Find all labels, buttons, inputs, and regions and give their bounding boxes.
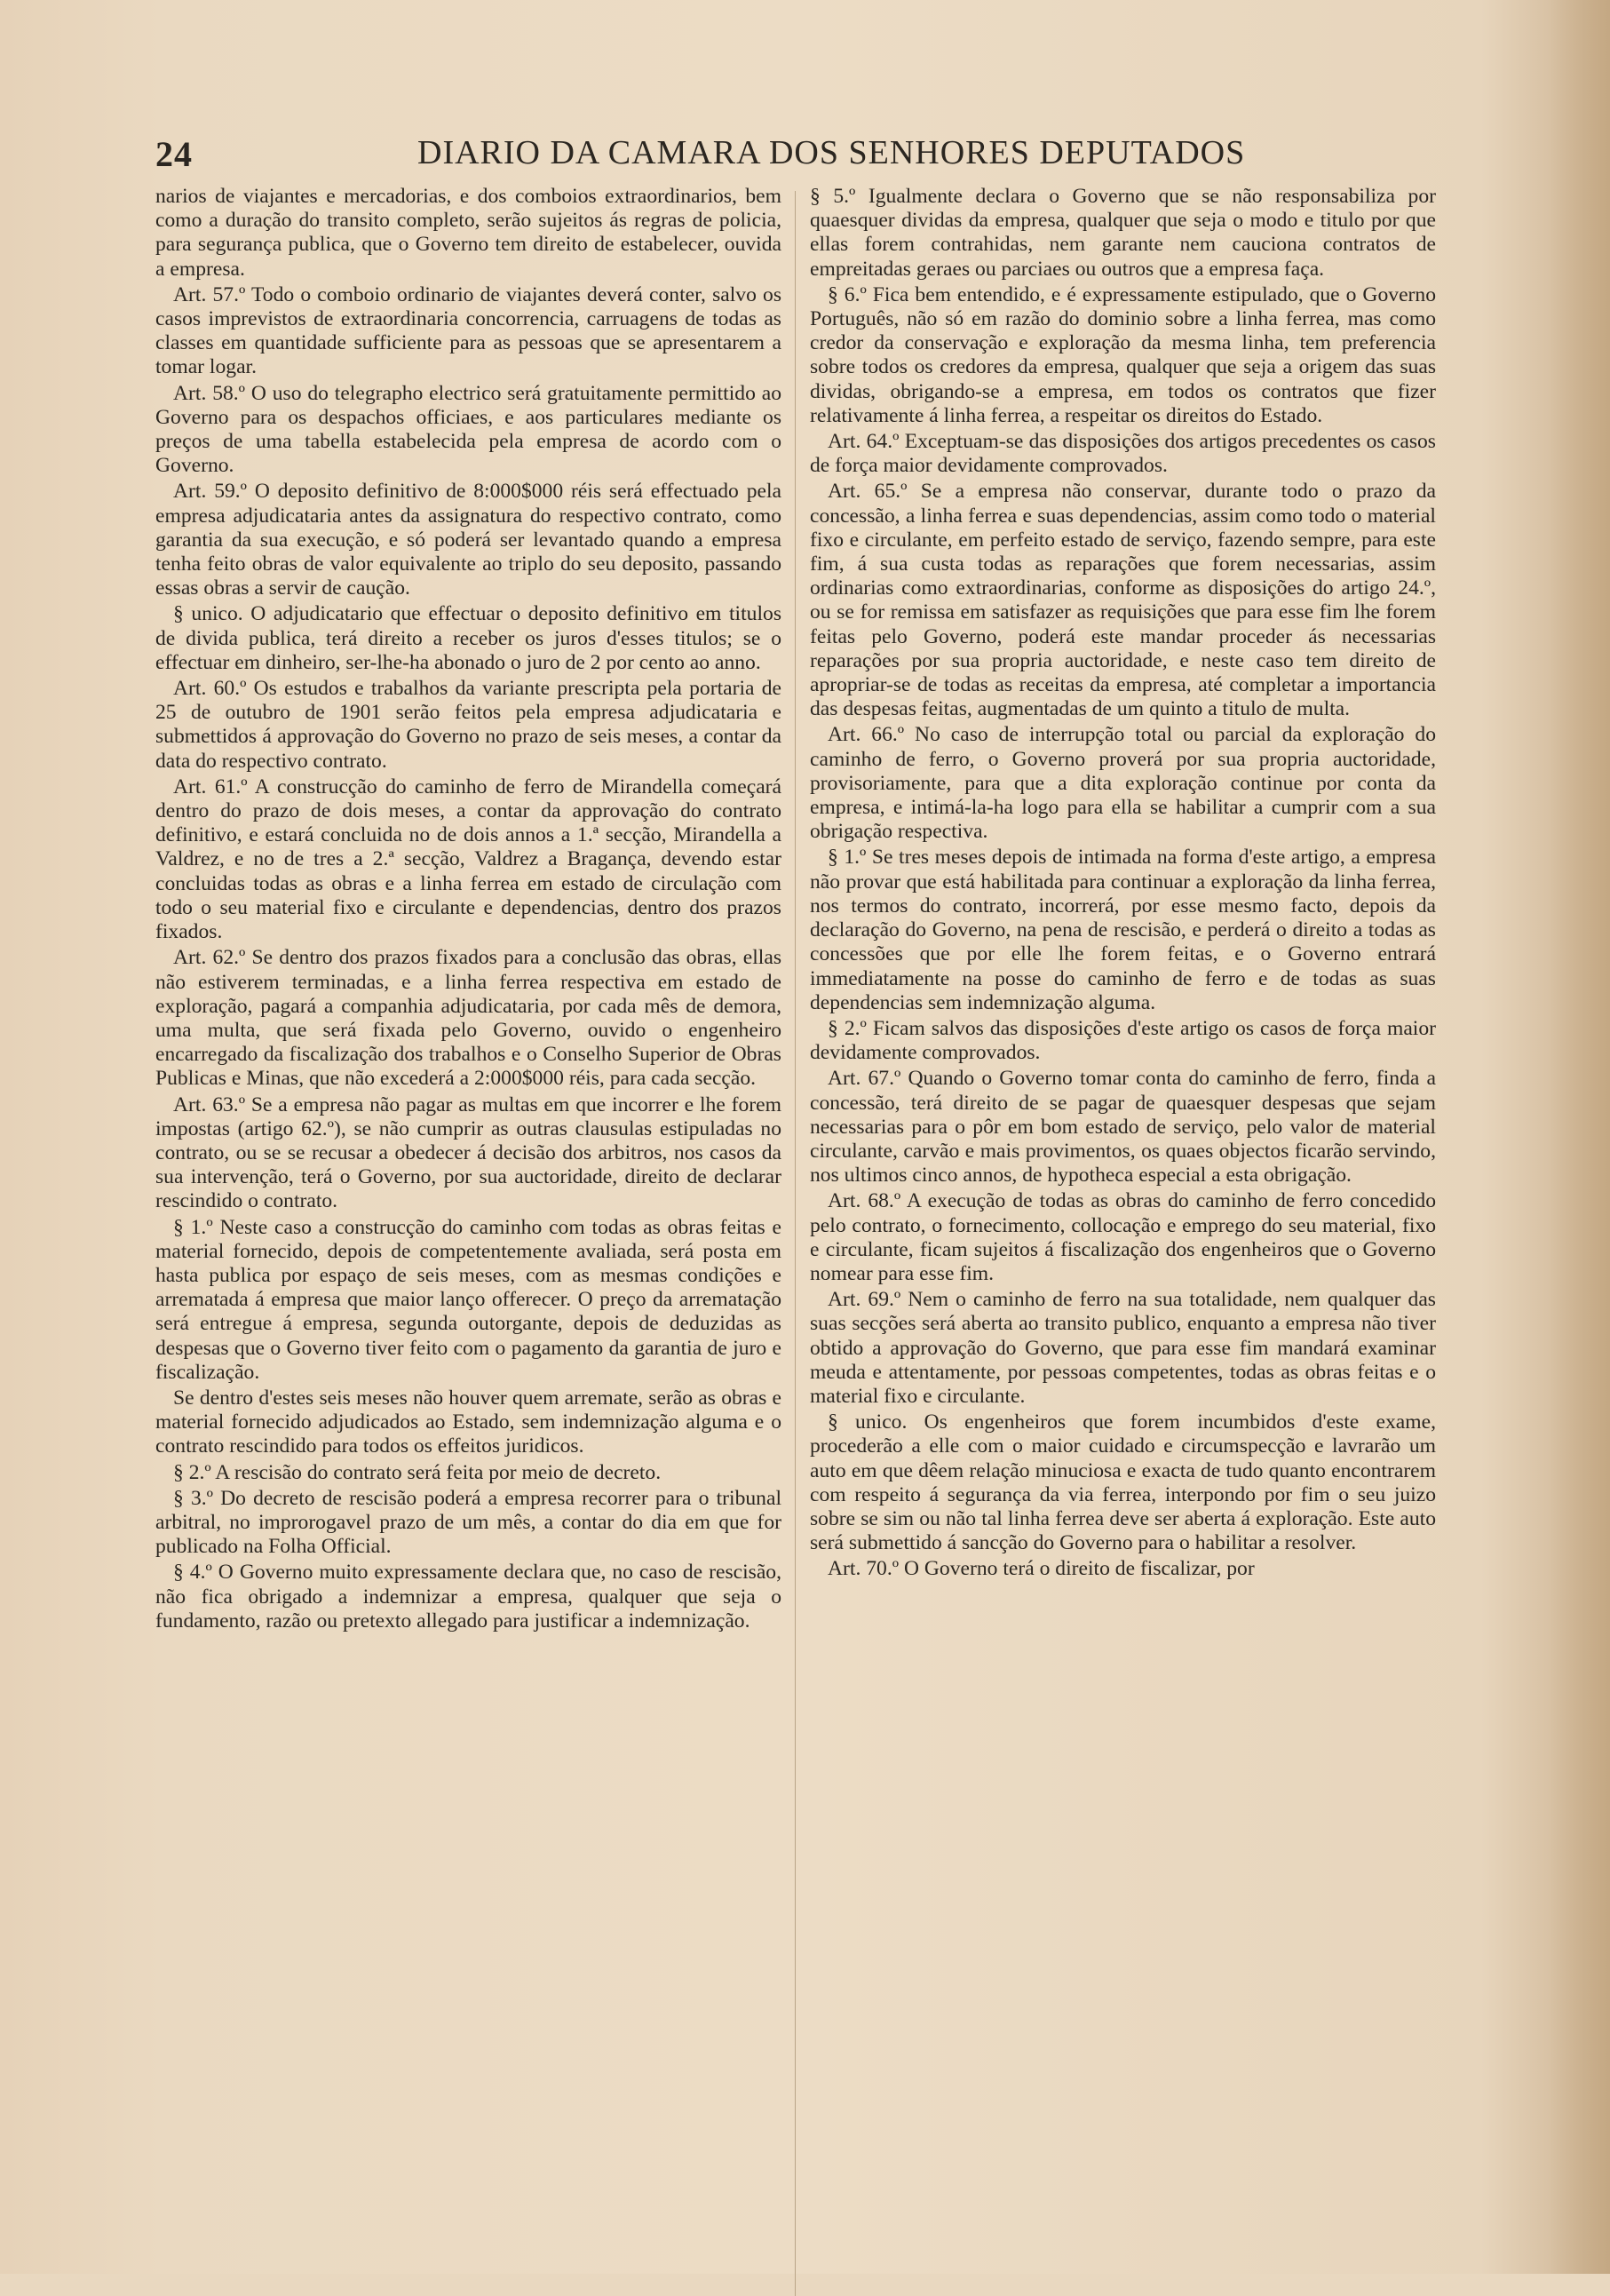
- paragraph: Art. 65.º Se a empresa não conservar, durante todo o prazo da concessão, a linha ferrea e suas dependencias, assim como todo o material fixo e circulante, em perfeito estado de serviço, fazendo sempre, para este fim, á sua custa todas as reparações que forem necessarias, assim ordinarias como extraordinarias, conforme as disposições do artigo 24.º, ou se for remissa em satisfazer as requisições que para esse fim lhe forem feitas pelo Governo, poderá este mandar proceder ás necessarias reparações por sua propria auctoridade, e neste caso tem direito de apropriar-se de todas as receitas da empresa, até completar a importancia das despesas feitas, augmentadas de um quinto a titulo de multa.: [810, 480, 1436, 721]
- paragraph: Art. 63.º Se a empresa não pagar as multas em que incorrer e lhe forem impostas (artigo 62.º), se não cumprir as outras clausulas estipuladas no contrato, ou se se recusar a obedecer á decisão dos arbitros, nos casos da sua intervenção, terá o Governo, por sua auctoridade, direito de declarar rescindido o contrato.: [155, 1092, 781, 1213]
- paragraph: Art. 61.º A construcção do caminho de ferro de Mirandella começará dentro do prazo de dois meses, a contar da approvação do contrato definitivo, e estará concluida no de dois annos a 1.ª secção, Mirandella a Valdrez, e no de tres a 2.ª secção, Valdrez a Bragança, devendo estar concluidas todas as obras e a linha ferrea em estado de circulação com todo o seu material fixo e circulante e dependencias, dentro dos prazos fixados.: [155, 775, 781, 944]
- paragraph: Art. 70.º O Governo terá o direito de fiscalizar, por: [828, 1557, 1255, 1581]
- publication-title: DIARIO DA CAMARA DOS SENHORES DEPUTADOS: [417, 134, 1246, 171]
- paragraph: § 3.º Do decreto de rescisão poderá a empresa recorrer para o tribunal arbitral, no improrogavel prazo de um mês, a contar do dia em que for publicado na Folha Official.: [155, 1486, 781, 1559]
- page-number: 24: [155, 134, 193, 174]
- paragraph: Art. 62.º Se dentro dos prazos fixados para a conclusão das obras, ellas não estiverem terminadas, e a linha ferrea respectiva em estado de exploração, pagará a companhia adjudicataria, por cada mês de demora, uma multa, que será fixada pelo Governo, ouvido o engenheiro encarregado da fiscalização dos trabalhos e o Conselho Superior de Obras Publicas e Minas, que não excederá a 2:000$000 réis, para cada secção.: [155, 946, 781, 1091]
- left-column: [155, 185, 781, 1635]
- column-divider: [795, 191, 796, 2296]
- paragraph: § unico. Os engenheiros que forem incumbidos d'este exame, procederão a elle com o maior cuidado e circumspecção e lavrarão um auto em que dêem relação minuciosa e exacta de tudo quanto encontrarem com respeito á segurança da via ferrea, interpondo por fim o seu juizo sobre se sim ou não tal linha ferrea deve ser aberta á exploração. Este auto será submettido á sancção do Governo para o habilitar a resolver.: [810, 1410, 1436, 1555]
- paragraph: Art. 69.º Nem o caminho de ferro na sua totalidade, nem qualquer das suas secções será aberta ao transito publico, enquanto a empresa não tiver obtido a approvação do Governo, que para esse fim mandará examinar meuda e attentamente, por pessoas competentes, todas as obras feitas e o material fixo e circulante.: [810, 1288, 1436, 1408]
- paragraph: Art. 64.º Exceptuam-se das disposições dos artigos precedentes os casos de força maior devidamente comprovados.: [810, 430, 1436, 478]
- paragraph: § unico. O adjudicatario que effectuar o deposito definitivo em titulos de divida publica, terá direito a receber os juros d'esses titulos; se o effectuar em dinheiro, ser-lhe-ha abonado o juro de 2 por cento ao anno.: [155, 602, 781, 674]
- paragraph: Art. 57.º Todo o comboio ordinario de viajantes deverá conter, salvo os casos imprevistos de extraordinaria concorrencia, carruagens de todas as classes em quantidade sufficiente para as pessoas que se apresentarem a tomar logar.: [155, 282, 781, 379]
- page-edge-stain: [1548, 0, 1610, 2274]
- paragraph: § 5.º Igualmente declara o Governo que se não responsabiliza por quaesquer dividas da empresa, qualquer que seja o modo e titulo por que ellas forem contrahidas, nem garante nem cauciona contratos de empreitadas geraes ou parciaes ou outros que a empresa faça.: [810, 185, 1436, 281]
- paragraph: Art. 59.º O deposito definitivo de 8:000$000 réis será effectuado pela empresa adjudicataria antes da assignatura do respectivo contrato, como garantia da sua execução, e só poderá ser levantado quando a empresa tenha feito obras de valor equivalente ao triplo do seu deposito, passando essas obras a servir de caução.: [155, 480, 781, 600]
- paragraph: § 2.º Ficam salvos das disposições d'este artigo os casos de força maior devidamente comprovados.: [810, 1016, 1436, 1065]
- paragraph: Se dentro d'estes seis meses não houver quem arremate, serão as obras e material fornecido adjudicados ao Estado, sem indemnização alguma e o contrato rescindido para todos os effeitos juridicos.: [155, 1386, 781, 1458]
- paragraph: § 1.º Neste caso a construcção do caminho com todas as obras feitas e material fornecido, depois de competentemente avaliada, será posta em hasta publica por espaço de seis meses, com as mesmas condições e arrematada á empresa que maior lanço offerecer. O preço da arrematação será entregue á empresa, segunda outorgante, depois de deduzidas as despesas que o Governo tiver feito com o pagamento da garantia de juro e fiscalização.: [155, 1215, 781, 1384]
- paragraph: Art. 68.º A execução de todas as obras do caminho de ferro concedido pelo contrato, o fornecimento, collocação e emprego do seu material, fixo e circulante, ficam sujeitos á fiscalização dos engenheiros que o Governo nomear para esse fim.: [810, 1189, 1436, 1285]
- paragraph: narios de viajantes e mercadorias, e dos comboios extraordinarios, bem como a duração do transito completo, serão sujeitos ás regras de policia, para segurança publica, que o Governo tem direito de estabelecer, ouvida a empresa.: [155, 185, 781, 281]
- page-header: [155, 133, 1452, 176]
- paragraph: § 2.º A rescisão do contrato será feita por meio de decreto.: [173, 1460, 662, 1484]
- paragraph: § 4.º O Governo muito expressamente declara que, no caso de rescisão, não fica obrigado a indemnizar a empresa, qualquer que seja o fundamento, razão ou pretexto allegado para justificar a indemnização.: [155, 1561, 781, 1633]
- paragraph: Art. 60.º Os estudos e trabalhos da variante prescripta pela portaria de 25 de outubro de 1901 serão feitos pela empresa adjudicataria e submettidos á approvação do Governo no prazo de seis meses, a contar da data do respectivo contrato.: [155, 677, 781, 773]
- right-column: [810, 185, 1436, 1584]
- paragraph: Art. 66.º No caso de interrupção total ou parcial da exploração do caminho de ferro, o Governo proverá por sua propria auctoridade, provisoriamente, para que a dita exploração continue por conta da empresa, e intimá-la-ha logo para ella se habilitar a cumprir com a sua obrigação respectiva.: [810, 723, 1436, 844]
- paragraph: Art. 67.º Quando o Governo tomar conta do caminho de ferro, finda a concessão, terá direito de se pagar de quaesquer despesas que sejam necessarias para o pôr em bom estado de serviço, pelo valor de material circulante, carvão e mais provimentos, os quaes objectos ficarão servindo, nos ultimos cinco annos, de hypotheca especial a esta obrigação.: [810, 1067, 1436, 1188]
- paragraph: Art. 58.º O uso do telegrapho electrico será gratuitamente permittido ao Governo para os despachos officiaes, e aos particulares mediante os preços de uma tabella estabelecida pela empresa de acordo com o Governo.: [155, 381, 781, 478]
- paragraph: § 6.º Fica bem entendido, e é expressamente estipulado, que o Governo Português, não só em razão do dominio sobre a linha ferrea, mas como credor da conservação e exploração da mesma linha, tem preferencia sobre todos os credores da empresa, qualquer que seja a origem das suas dividas, obrigando-se a empresa, em todos os contratos que fizer relativamente á linha ferrea, a respeitar os direitos do Estado.: [810, 282, 1436, 427]
- paragraph: § 1.º Se tres meses depois de intimada na forma d'este artigo, a empresa não provar que está habilitada para continuar a exploração da linha ferrea, nos termos do contrato, incorrerá, por esse mesmo facto, depois da declaração do Governo, na pena de rescisão, e perderá o direito a todas as concessões que por elle lhe forem feitas, e o Governo entrará immediatamente na posse do caminho de ferro e de todas as suas dependencias sem indemnização alguma.: [810, 846, 1436, 1014]
